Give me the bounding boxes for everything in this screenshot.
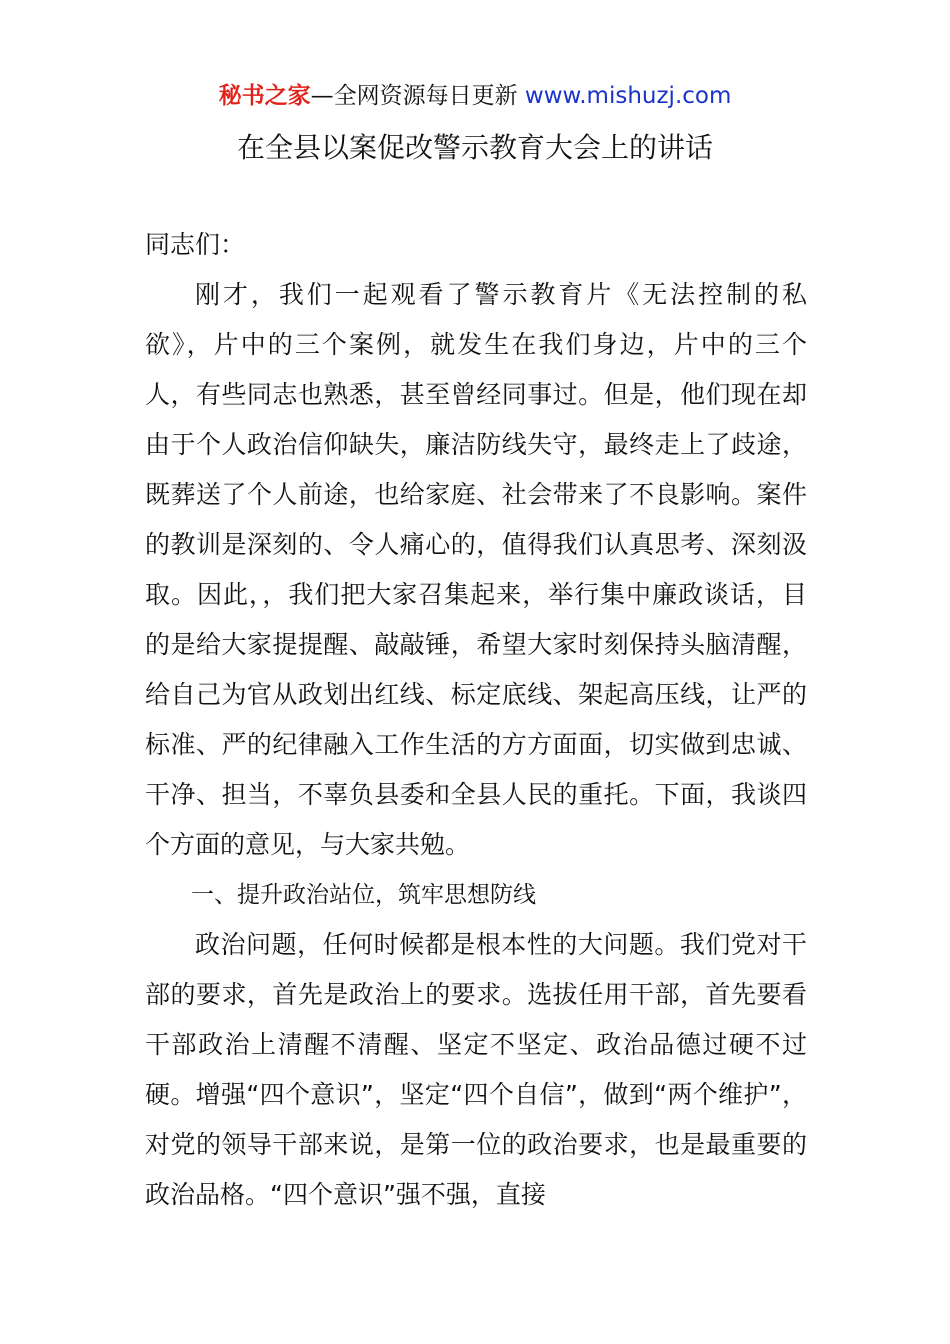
salutation: 同志们： [145, 230, 246, 259]
site-url-link[interactable]: www.mishuzj.com [524, 83, 732, 109]
document-body [145, 220, 807, 1220]
header-tagline: —全网资源每日更新 [310, 83, 518, 109]
section-heading: 一、提升政治站位，筑牢思想防线 [191, 882, 536, 908]
document-title: 在全县以案促改警示教育大会上的讲话 [236, 131, 713, 164]
site-header [0, 80, 950, 112]
paragraph: 刚才，我们一起观看了警示教育片《无法控制的私欲》，片中的三个案例，就发生在我们身边，片中的三个人，有些同志也熟悉，甚至曾经同事过。但是，他们现在却由于个人政治信仰缺失，廉洁防线失守，最终走上了歧途，既葬送了个人前途，也给家庭、社会带来了不良影响。案件的教训是深刻的、令人痛心的，值得我们认真思考、深刻汲取。因此，，我们把大家召集起来，举行集中廉政谈话，目的是给大家提提醒、敲敲锤，希望大家时刻保持头脑清醒，给自己为官从政划出红线、标定底线、架起高压线，让严的标准、严的纪律融入工作生活的方方面面，切实做到忠诚、干净、担当，不辜负县委和全县人民的重托。下面，我谈四个方面的意见，与大家共勉。 [145, 280, 807, 859]
paragraph: 政治问题，任何时候都是根本性的大问题。我们党对干部的要求，首先是政治上的要求。选拔任用干部，首先要看干部政治上清醒不清醒、坚定不坚定、政治品德过硬不过硬。增强“四个意识”，坚定“四个自信”，做到“两个维护”，对党的领导干部来说，是第一位的政治要求，也是最重要的政治品格。“四个意识”强不强，直接 [145, 930, 807, 1209]
brand-name: 秘书之家 [218, 83, 311, 109]
